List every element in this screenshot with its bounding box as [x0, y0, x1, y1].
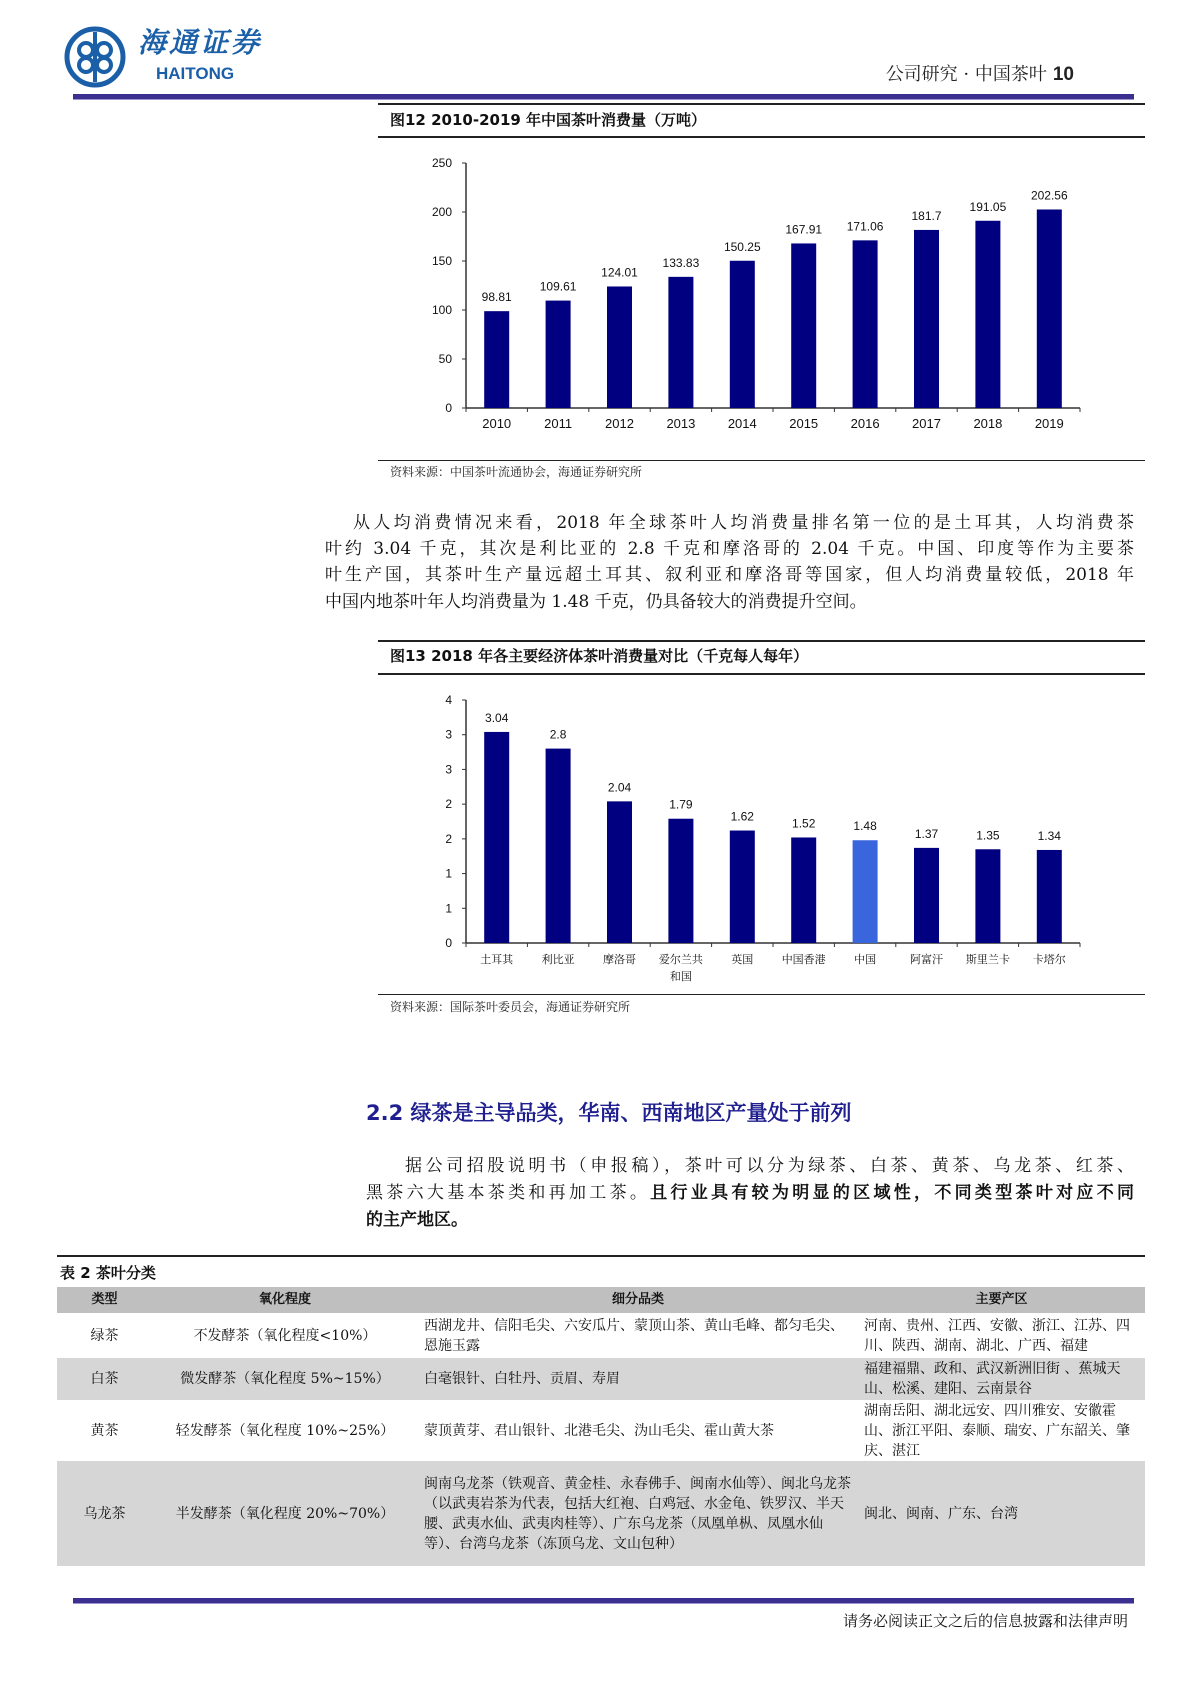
- x-tick-label: 2017: [912, 416, 941, 431]
- cell-type: 白茶: [57, 1358, 152, 1400]
- haitong-logo: [64, 26, 126, 92]
- paragraph2-emphasis: 且行业具有较为明显的区域性，不同类型茶叶对应不同: [650, 1183, 1135, 1203]
- bar: [975, 221, 1000, 408]
- paragraph2-line: [366, 1181, 1134, 1205]
- x-tick-label: 2015: [789, 416, 819, 431]
- y-tick-label: 50: [438, 352, 452, 366]
- figure12-source: 资料来源：中国茶叶流通协会，海通证券研究所: [390, 465, 643, 479]
- header-divider: [73, 94, 1134, 100]
- data-label: 1.62: [730, 809, 754, 824]
- column-header-subcategories: 细分品类: [418, 1287, 858, 1313]
- cell-subcategories: 白毫银针、白牡丹、贡眉、寿眉: [418, 1358, 858, 1400]
- bar: [1037, 209, 1062, 408]
- y-tick-label: 150: [431, 254, 452, 268]
- data-label: 181.7: [911, 208, 942, 223]
- figure12-title: 图12 2010-2019 年中国茶叶消费量（万吨）: [390, 111, 707, 129]
- column-header-regions: 主要产区: [858, 1287, 1145, 1313]
- cell-type: 黄茶: [90, 1422, 119, 1439]
- x-tick-label: 爱尔兰共: [658, 954, 703, 966]
- logo-chinese-text: 海通证券: [138, 26, 263, 59]
- data-label: 191.05: [969, 199, 1007, 214]
- bar: [484, 311, 509, 408]
- x-tick-label: 中国: [854, 954, 877, 966]
- table-header-row: [57, 1287, 1145, 1313]
- y-tick-label: 2: [445, 797, 452, 812]
- paragraph1-line: 从人均消费情况来看，2018 年全球茶叶人均消费量排名第一位的是土耳其，人均消费茶: [353, 513, 1134, 533]
- cell-regions: 福建福鼎、政和、武汉新洲旧街 、蕉城天山、松溪、建阳、云南景谷: [858, 1358, 1145, 1400]
- x-tick-label: 2010: [482, 416, 512, 431]
- bar: [853, 840, 878, 943]
- tea-classification-table: [57, 1287, 1145, 1566]
- footer-disclaimer: 请务必阅读正文之后的信息披露和法律声明: [842, 1612, 1128, 1630]
- bar: [730, 261, 755, 408]
- cell-oxidation: 半发酵茶（氧化程度 20%~70%）: [152, 1461, 418, 1566]
- data-label: 124.01: [601, 265, 638, 280]
- table-row: [57, 1358, 1145, 1400]
- data-label: 202.56: [1030, 188, 1068, 203]
- y-tick-label: 250: [431, 156, 452, 170]
- section-heading: 2.2 绿茶是主导品类，华南、西南地区产量处于前列: [366, 1101, 852, 1125]
- data-label: 1.35: [976, 828, 1000, 843]
- paragraph1-line: 中国内地茶叶年人均消费量为 1.48 千克，仍具备较大的消费提升空间。: [325, 592, 867, 612]
- figure13-chart: [378, 677, 1145, 989]
- y-tick-label: 2: [445, 831, 452, 846]
- data-label: 1.79: [669, 797, 693, 812]
- data-label: 3.04: [485, 710, 509, 725]
- x-tick-label: 2011: [544, 416, 573, 431]
- data-label: 133.83: [662, 255, 700, 270]
- x-tick-label: 中国香港: [781, 954, 826, 966]
- data-label: 1.37: [914, 826, 939, 841]
- figure12-title-rule: [378, 136, 1145, 138]
- figure12-chart: [378, 140, 1145, 455]
- paragraph1-line: 叶约 3.04 千克，其次是利比亚的 2.8 千克和摩洛哥的 2.04 千克。中国、印度等作为主要茶: [325, 539, 1134, 559]
- x-tick-label: 2012: [605, 416, 634, 431]
- y-tick-label: 1: [445, 901, 452, 916]
- figure12-source-rule: [378, 460, 1145, 461]
- y-tick-label: 0: [445, 936, 452, 950]
- paragraph1-line: 叶生产国，其茶叶生产量远超土耳其、叙利亚和摩洛哥等国家，但人均消费量较低，2018 年: [325, 565, 1134, 585]
- data-label: 98.81: [481, 290, 512, 305]
- x-tick-label: 卡塔尔: [1032, 954, 1066, 966]
- data-label: 2.04: [607, 780, 632, 795]
- x-tick-label: 斯里兰卡: [965, 954, 1010, 966]
- bar: [668, 277, 693, 408]
- table-row: [57, 1400, 1145, 1461]
- data-label: 171.06: [846, 219, 884, 234]
- column-header-oxidation: 氧化程度: [152, 1287, 418, 1313]
- cell-type: 乌龙茶: [57, 1461, 152, 1566]
- cell-subcategories: 西湖龙井、信阳毛尖、六安瓜片、蒙顶山茶、黄山毛峰、都匀毛尖、恩施玉露: [424, 1317, 844, 1354]
- figure13-title: 图13 2018 年各主要经济体茶叶消费量对比（千克每人每年）: [390, 647, 809, 665]
- x-tick-label: 英国: [731, 954, 754, 966]
- figure13-title-rule: [378, 673, 1145, 675]
- cell-oxidation: 微发酵茶（氧化程度 5%~15%）: [152, 1358, 418, 1400]
- bar: [546, 749, 571, 943]
- table-top-rule: [57, 1255, 1145, 1257]
- data-label: 109.61: [539, 279, 577, 294]
- y-tick-label: 3: [445, 762, 452, 777]
- bar: [484, 732, 509, 943]
- data-label: 1.52: [792, 816, 816, 831]
- figure13-source-rule: [378, 994, 1145, 995]
- table-row: [57, 1313, 1145, 1358]
- bar: [914, 848, 939, 943]
- bar: [607, 801, 632, 943]
- header-section: 公司研究 · 中国茶叶: [885, 64, 1047, 85]
- bar: [853, 240, 878, 408]
- data-label: 1.34: [1037, 828, 1061, 843]
- bar: [914, 230, 939, 408]
- y-tick-label: 4: [445, 693, 452, 707]
- figure12-top-rule: [378, 103, 1145, 105]
- x-tick-label: 阿富汗: [910, 954, 943, 966]
- bar: [1037, 850, 1062, 943]
- bar: [668, 819, 693, 943]
- paragraph2-line: 据公司招股说明书（申报稿），茶叶可以分为绿茶、白茶、黄茶、乌龙茶、红茶、: [405, 1156, 1134, 1176]
- bar: [730, 831, 755, 943]
- bar: [791, 243, 816, 408]
- x-tick-label: 2013: [666, 416, 696, 431]
- cell-regions: 河南、贵州、江西、安徽、浙江、江苏、四川、陕西、湖南、湖北、广西、福建: [864, 1317, 1130, 1354]
- bar: [975, 849, 1000, 943]
- data-label: 2.8: [549, 727, 567, 742]
- x-tick-label: 土耳其: [480, 954, 514, 966]
- logo-emblem-icon: [64, 26, 126, 88]
- cell-subcategories: 闽南乌龙茶（铁观音、黄金桂、永春佛手、闽南水仙等）、闽北乌龙茶（以武夷岩茶为代表，包括大红袍、白鸡冠、水金龟、铁罗汉、半天腰、武夷水仙、武夷肉桂等）、广东乌龙茶（凤凰单枞、凤凰水仙等）、台湾乌龙茶（冻顶乌龙、文山包种）: [418, 1461, 858, 1566]
- table-title: 表 2 茶叶分类: [60, 1264, 156, 1282]
- x-tick-label: 和国: [669, 971, 692, 983]
- table-row: [57, 1461, 1145, 1566]
- bar: [607, 286, 632, 408]
- cell-regions: 闽北、闽南、广东、台湾: [858, 1461, 1145, 1566]
- header-section-label: [886, 64, 1074, 86]
- footer-divider: [73, 1598, 1134, 1604]
- paragraph2-text: 黑茶六大基本茶类和再加工茶。: [366, 1183, 651, 1203]
- x-tick-label: 利比亚: [541, 954, 575, 966]
- x-tick-label: 2016: [850, 416, 880, 431]
- cell-type: 绿茶: [90, 1327, 119, 1344]
- data-label: 150.25: [723, 239, 761, 254]
- cell-oxidation: 轻发酵茶（氧化程度 10%~25%）: [175, 1422, 395, 1439]
- data-label: 1.48: [853, 819, 877, 834]
- y-tick-label: 3: [445, 727, 452, 742]
- y-tick-label: 0: [445, 401, 452, 415]
- paragraph2-emphasis: 的主产地区。: [366, 1210, 468, 1230]
- page-number: 10: [1052, 64, 1074, 85]
- x-tick-label: 2014: [727, 416, 757, 431]
- bar: [546, 301, 571, 408]
- x-tick-label: 摩洛哥: [603, 954, 636, 966]
- y-tick-label: 200: [431, 205, 452, 219]
- x-tick-label: 2019: [1034, 416, 1064, 431]
- y-tick-label: 100: [431, 303, 452, 317]
- column-header-type: 类型: [57, 1287, 152, 1313]
- cell-regions: 湖南岳阳、湖北远安、四川雅安、安徽霍山、浙江平阳、泰顺、瑞安、广东韶关、肇庆、湛江: [864, 1402, 1130, 1459]
- x-tick-label: 2018: [973, 416, 1003, 431]
- cell-subcategories: 蒙顶黄芽、君山银针、北港毛尖、沩山毛尖、霍山黄大茶: [424, 1422, 774, 1439]
- cell-oxidation: 不发酵茶（氧化程度<10%）: [193, 1327, 377, 1344]
- logo-english-text: HAITONG: [156, 64, 235, 83]
- figure13-top-rule: [378, 640, 1145, 642]
- paragraph2-line: [366, 1208, 468, 1232]
- data-label: 167.91: [785, 222, 823, 237]
- figure13-source: 资料来源：国际茶叶委员会，海通证券研究所: [390, 1000, 631, 1014]
- bar: [791, 837, 816, 943]
- y-tick-label: 1: [445, 866, 452, 881]
